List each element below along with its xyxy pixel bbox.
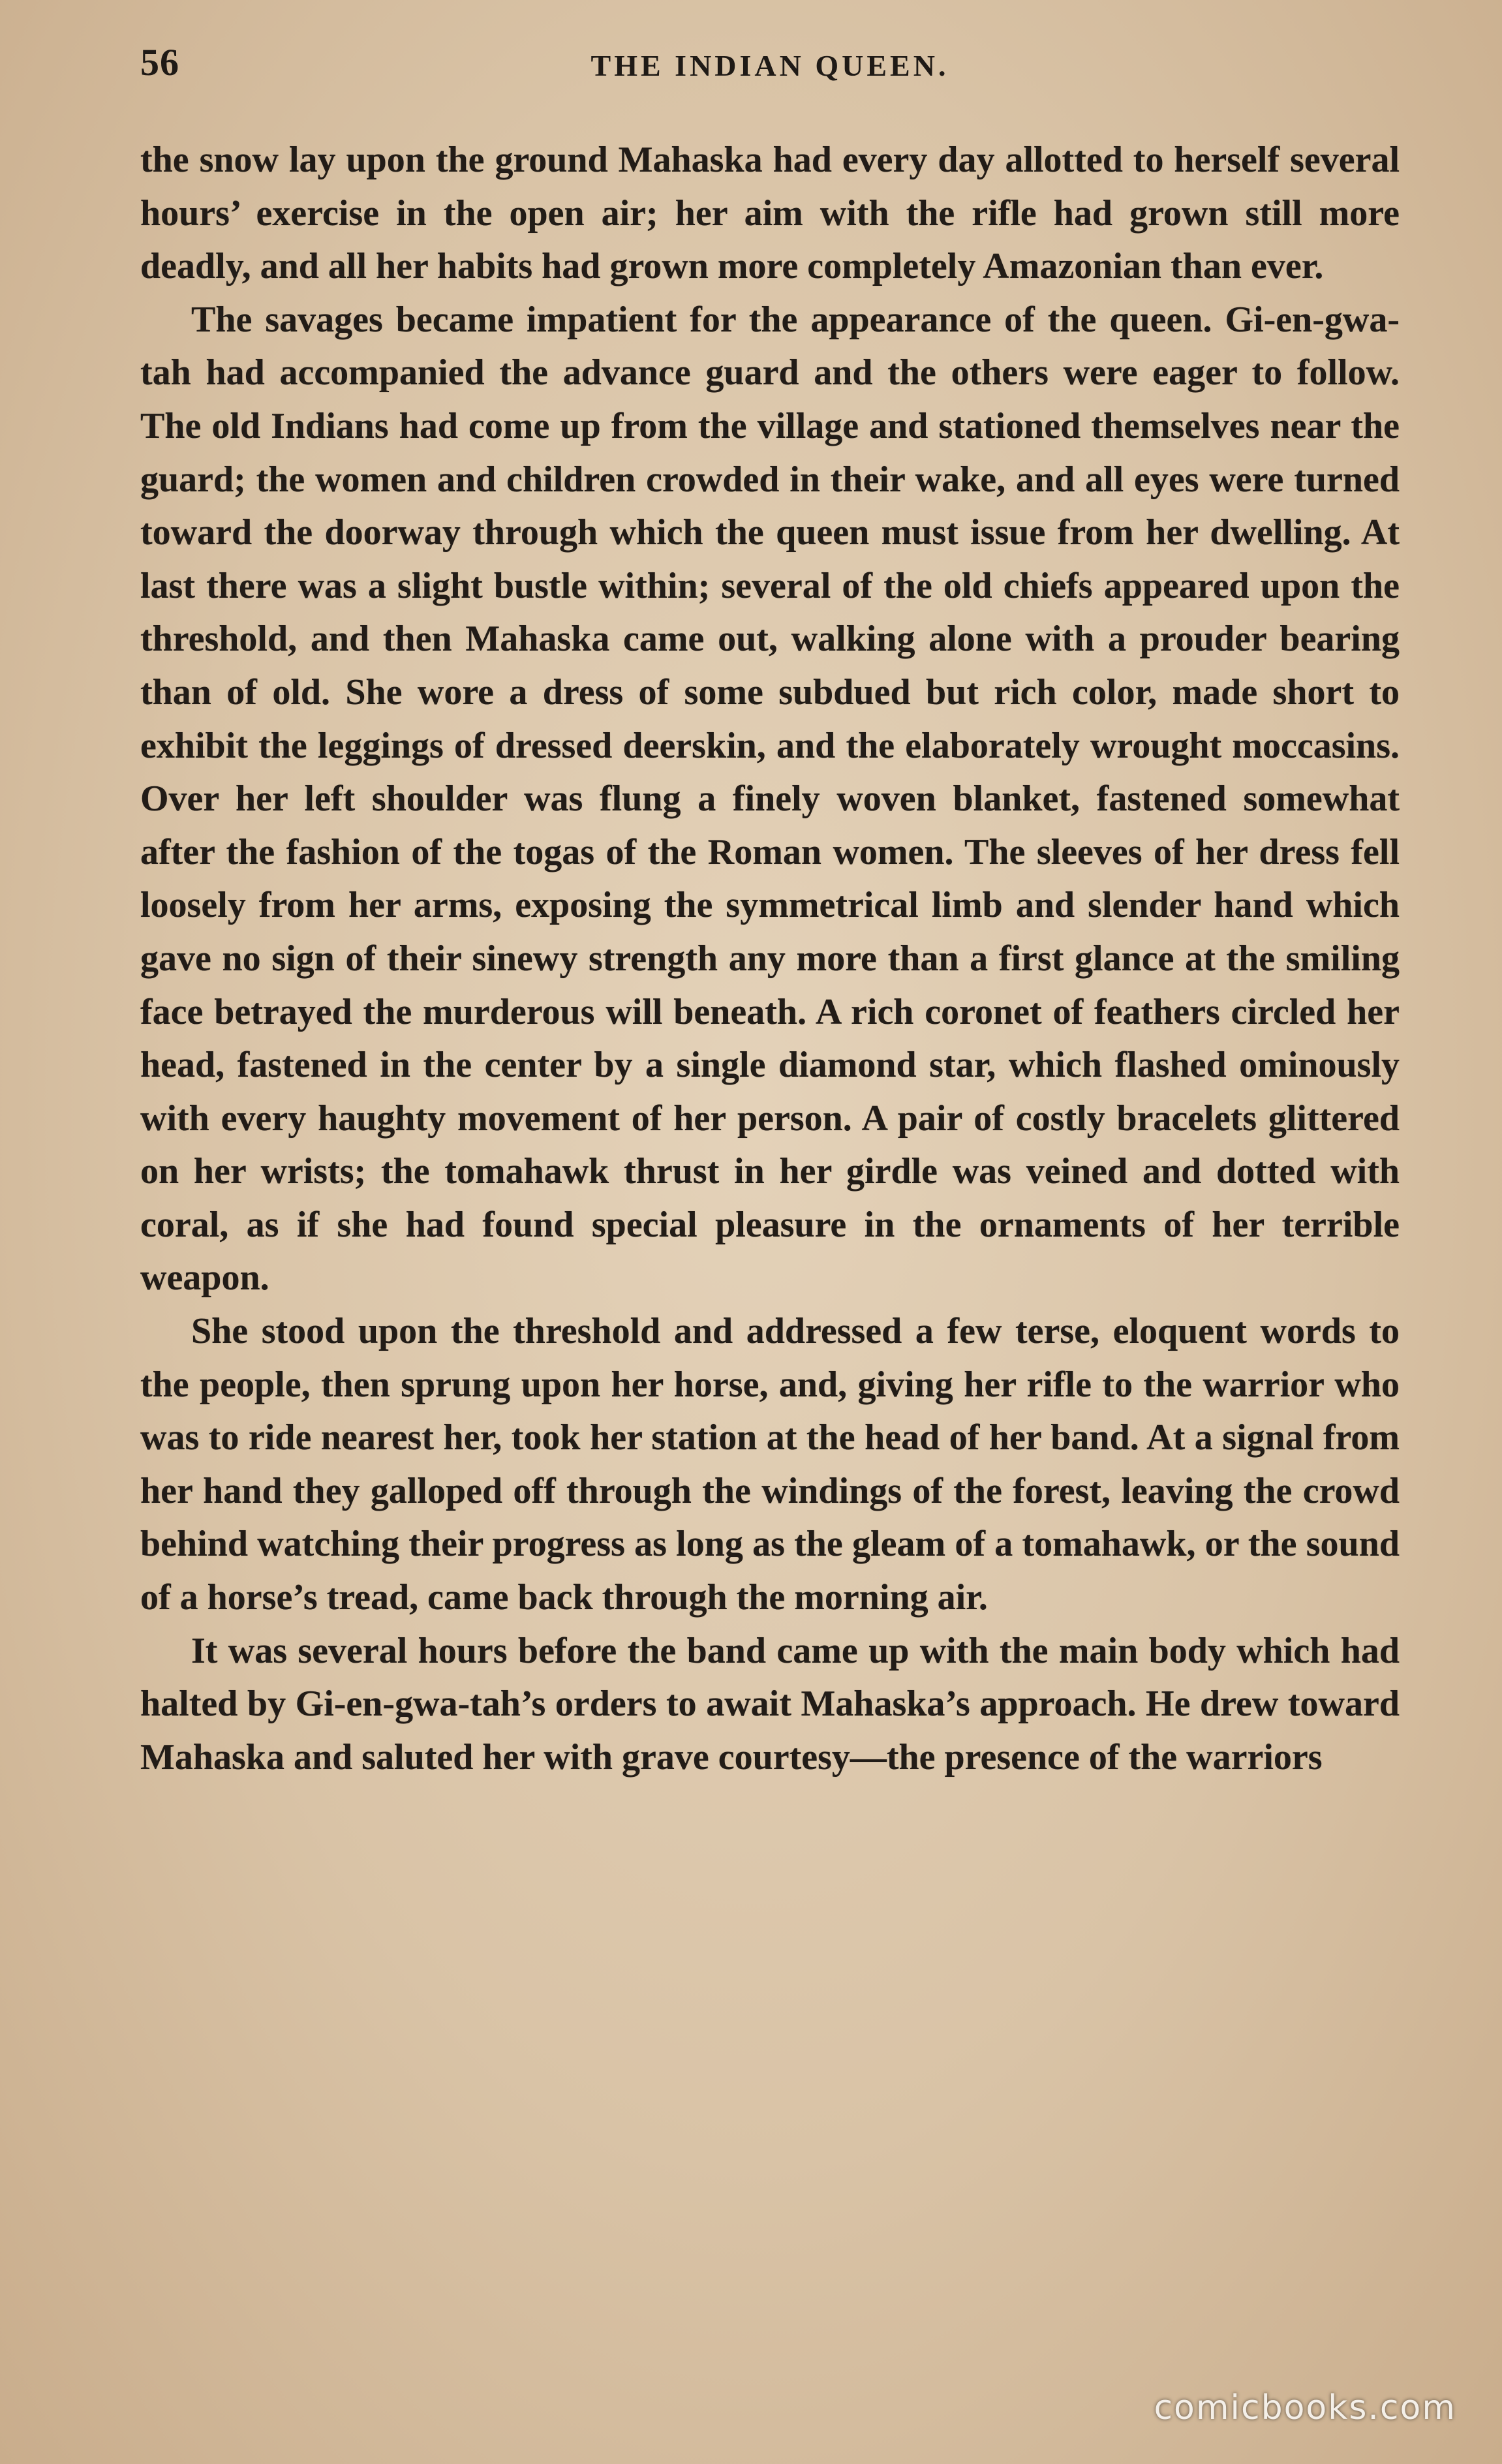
paragraph: The savages became impatient for the appearance of the queen. Gi-en-gwa-tah had accompanied the advance guard and the others were eager to follow. The old Indians had come up from the village and stationed themselves near the guard; the women and children crowded in their wake, and all eyes were turned toward the doorway through which the queen must issue from her dwelling. At last there was a slight bustle within; several of the old chiefs appeared upon the threshold, and then Mahaska came out, walking alone with a prouder bearing than of old. She wore a dress of some subdued but rich color, made short to exhibit the leggings of dressed deerskin, and the elaborately wrought moccasins. Over her left shoulder was flung a finely woven blanket, fastened somewhat after the fashion of the togas of the Roman women. The sleeves of her dress fell loosely from her arms, exposing the symmetrical limb and slender hand which gave no sign of their sinewy strength any more than a first glance at the smiling face betrayed the murderous will beneath. A rich coronet of feathers circled her head, fastened in the center by a single diamond star, which flashed ominously with every haughty movement of her person. A pair of costly bracelets glittered on her wrists; the tomahawk thrust in her girdle was veined and dotted with coral, as if she had found special pleasure in the ornaments of her terrible weapon. [140, 299, 1400, 1299]
paragraph: She stood upon the threshold and addressed a few terse, eloquent words to the people, then sprung upon her horse, and, giving her rifle to the warrior who was to ride nearest her, took her station at the head of her band. At a signal from her hand they galloped off through the windings of the forest, leaving the crowd behind watching their progress as long as the gleam of a tomahawk, or the sound of a horse’s tread, came back through the morning air. [140, 1311, 1400, 1618]
paragraph: the snow lay upon the ground Mahaska had every day allotted to herself several hours’ exercise in the open air; her aim with the rifle had grown still more deadly, and all her habits had grown more completely Amazonian than ever. [140, 140, 1400, 287]
watermark: comicbooks.com [1154, 2388, 1456, 2427]
paragraph: It was several hours before the band came up with the main body which had halted by Gi-en-gwa-tah’s orders to await Mahaska’s approach. He drew toward Mahaska and saluted her with grave courtesy—the presence of the warriors [140, 1630, 1400, 1778]
page-number: 56 [140, 41, 179, 84]
page-header [140, 40, 1400, 93]
body-text [140, 134, 1400, 1784]
running-head: THE INDIAN QUEEN. [590, 49, 949, 82]
